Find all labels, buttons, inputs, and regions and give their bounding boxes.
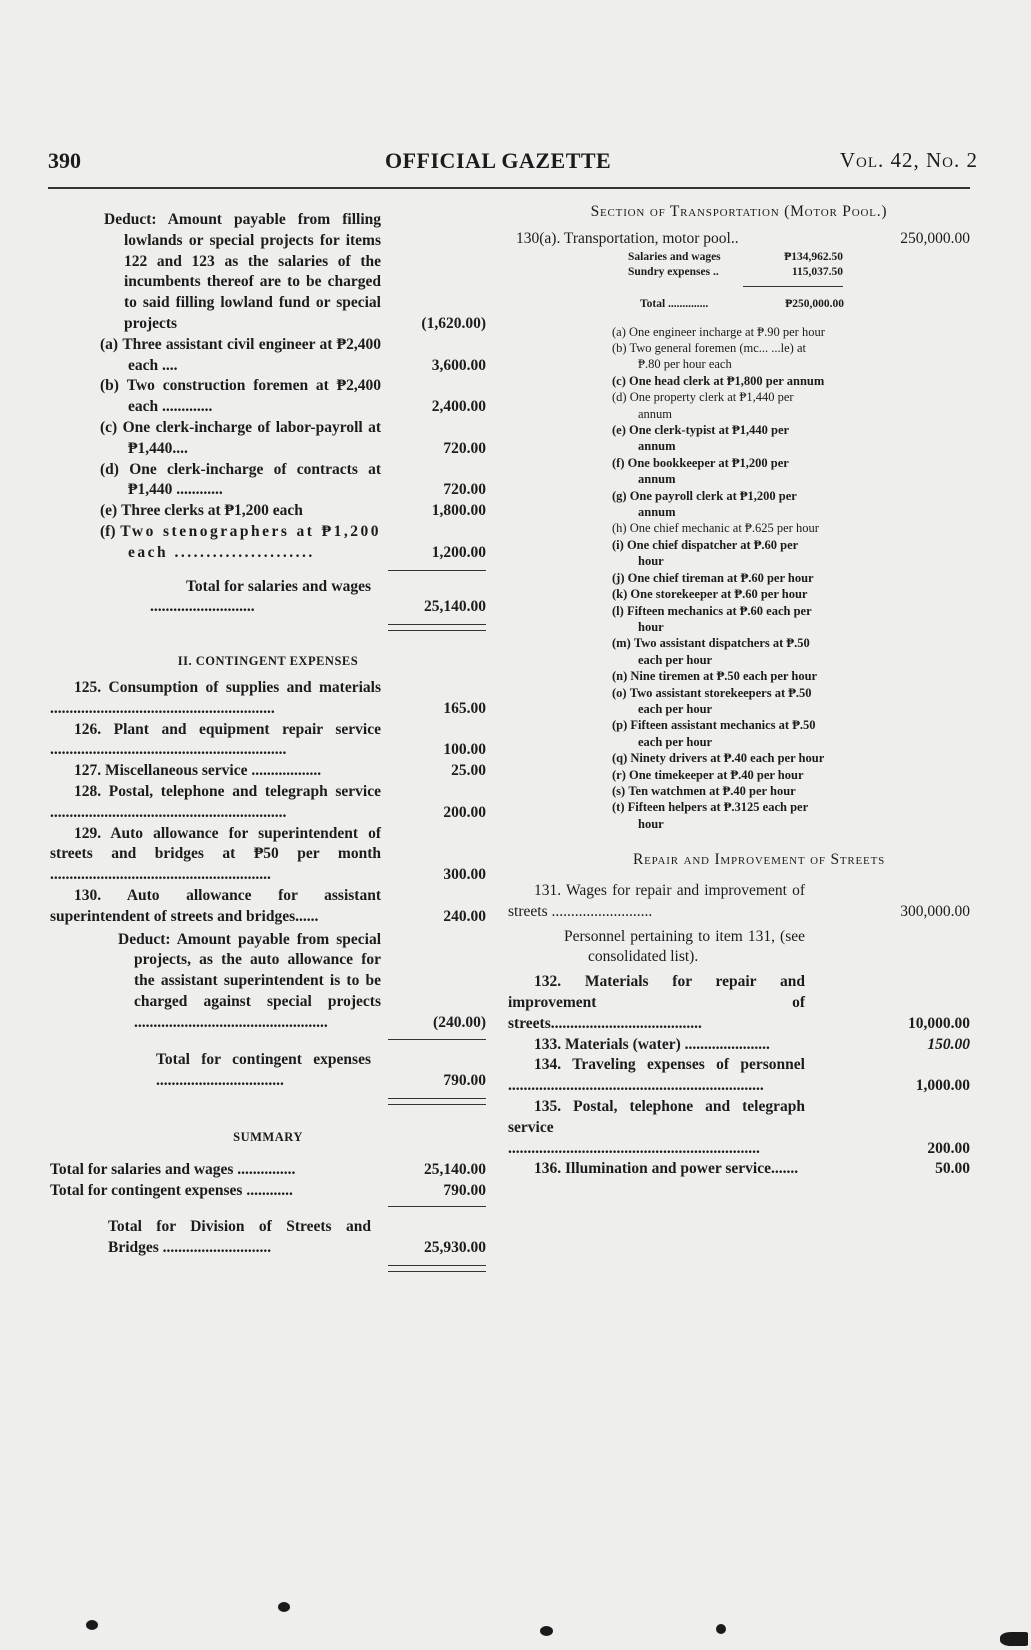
sub-item-amount: 1,200.00 — [431, 543, 486, 561]
subtotal-label: Sundry expenses .. — [628, 266, 719, 279]
sub-item-label: (c) — [100, 418, 118, 436]
sub-item — [50, 460, 486, 502]
personnel-item — [508, 603, 970, 636]
personnel-item — [508, 389, 970, 422]
double-rule — [388, 1098, 486, 1105]
deduct-auto-text: Deduct: Amount payable from special projects, as the auto allowance for the assistant superintendent is to be charged against special projects .................................................. — [118, 930, 381, 1031]
contingent-item-text: 128. Postal, telephone and telegraph service ............................................................. — [50, 782, 381, 821]
sub-item-text: One clerk-incharge of labor-payroll at ₱1,440.... — [122, 418, 381, 457]
total-salaries-entry — [50, 577, 486, 619]
subtotal-block — [508, 250, 970, 287]
item-130a — [508, 229, 970, 250]
contingent-item-text: 126. Plant and equipment repair service ............................................................. — [50, 720, 381, 759]
repair-item-amount: 200.00 — [927, 1139, 970, 1157]
salary-sub-items — [50, 335, 486, 564]
repair-heading: Repair and Improvement of Streets — [632, 851, 886, 869]
sub-item — [50, 376, 486, 418]
sub-item — [50, 335, 486, 377]
contingent-item-text: 129. Auto allowance for superintendent of streets and bridges at ₱50 per month ......................................................... — [50, 824, 381, 884]
personnel-text: One chief tireman at ₱.60 per hour — [627, 570, 814, 585]
personnel-label: (r) — [612, 767, 626, 782]
contingent-item-amount: 300.00 — [443, 866, 486, 884]
contingent-item-amount: 165.00 — [443, 699, 486, 717]
total-small-value: ₱250,000.00 — [785, 297, 844, 310]
sub-item-label: (a) — [100, 335, 119, 353]
subtotal-line — [628, 265, 843, 281]
summary-item — [50, 1181, 486, 1202]
sub-item-text: One clerk-incharge of contracts at ₱1,440 ............ — [128, 460, 381, 499]
summary-item — [50, 1160, 486, 1181]
summary-heading: SUMMARY — [233, 1130, 303, 1145]
contingent-item-text: 127. Miscellaneous service .................. — [74, 762, 322, 780]
total-small-line — [640, 297, 844, 312]
double-rule — [388, 1265, 486, 1272]
repair-item-text: 132. Materials for repair and improvement of streets....................................... — [508, 973, 805, 1032]
sub-item-label: (b) — [100, 377, 119, 395]
deduct-auto-amount: (240.00) — [433, 1013, 486, 1031]
total-contingent-text: Total for contingent expenses ................................. — [156, 1051, 371, 1090]
right-column — [508, 203, 970, 1180]
section-heading: Section of Transportation (Motor Pool.) — [590, 203, 888, 220]
summary-item-text: Total for contingent expenses ............ — [50, 1181, 293, 1199]
repair-item-amount: 150.00 — [927, 1035, 970, 1053]
total-division-text: Total for Division of Streets and Bridges ............................ — [108, 1218, 371, 1257]
personnel-note: Personnel pertaining to item 131, (see consolidated list). — [564, 927, 805, 966]
contingent-item-text: 130. Auto allowance for assistant superintendent of streets and bridges...... — [50, 886, 381, 925]
contingent-item-amount: 100.00 — [443, 741, 486, 759]
personnel-text: Ten watchmen at ₱.40 per hour — [628, 783, 796, 798]
personnel-label: (s) — [612, 783, 626, 798]
personnel-text: One head clerk at ₱1,800 per annum — [629, 373, 825, 388]
total-contingent-amount: 790.00 — [443, 1072, 486, 1090]
personnel-text: Two general foremen (mc... ...le) at ₱.80 per hour each — [629, 341, 806, 372]
personnel-item — [508, 373, 970, 389]
personnel-label: (j) — [612, 570, 625, 585]
personnel-item — [508, 685, 970, 718]
personnel-item — [508, 717, 970, 750]
personnel-item — [508, 783, 970, 799]
personnel-text: Fifteen assistant mechanics at ₱.50 each per hour — [630, 718, 816, 749]
repair-item-amount: 1,000.00 — [915, 1077, 970, 1095]
personnel-item — [508, 488, 970, 521]
rule — [743, 286, 843, 287]
total-small — [508, 297, 970, 312]
sub-item-label: (f) — [100, 522, 116, 540]
sub-item-amount: 720.00 — [443, 481, 486, 499]
sub-item-amount: 720.00 — [443, 439, 486, 457]
contingent-item — [50, 782, 486, 824]
rule — [388, 1206, 486, 1207]
double-rule — [388, 624, 486, 631]
personnel-item — [508, 570, 970, 586]
personnel-text: Ninety drivers at ₱.40 each per hour — [630, 751, 825, 766]
personnel-text: One storekeeper at ₱.60 per hour — [630, 587, 808, 602]
personnel-text: One payroll clerk at ₱1,200 per annum — [629, 488, 797, 520]
total-salaries-text: Total for salaries and wages ........................... — [150, 577, 371, 616]
left-column — [50, 210, 486, 1272]
repair-item — [508, 1055, 970, 1097]
personnel-label: (q) — [612, 751, 628, 766]
repair-item — [508, 1035, 970, 1056]
binding-mark — [86, 1620, 98, 1630]
personnel-item — [508, 799, 970, 832]
sub-item-label: (d) — [100, 460, 119, 478]
personnel-label: (c) — [612, 373, 626, 388]
rule — [388, 570, 486, 571]
contingent-item-amount: 200.00 — [443, 803, 486, 821]
summary-item-amount: 25,140.00 — [424, 1160, 486, 1178]
sub-item-text: Two construction foremen at ₱2,400 each ............. — [126, 377, 381, 416]
repair-item-text: 136. Illumination and power service....... — [534, 1160, 799, 1178]
personnel-item — [508, 455, 970, 488]
summary-item-amount: 790.00 — [443, 1181, 486, 1199]
personnel-text: One bookkeeper at ₱1,200 per annum — [627, 455, 789, 487]
summary-item-text: Total for salaries and wages ............... — [50, 1160, 296, 1178]
deduct-auto-entry — [50, 930, 486, 1034]
sub-item-label: (e) — [100, 502, 118, 520]
item-130a-amount: 250,000.00 — [900, 229, 970, 247]
repair-item-text: 135. Postal, telephone and telegraph service ................................................................. — [508, 1097, 805, 1157]
personnel-label: (i) — [612, 537, 624, 552]
binding-mark — [1000, 1632, 1028, 1646]
personnel-label: (g) — [612, 488, 627, 503]
contingent-item — [50, 824, 486, 886]
sub-item-amount: 2,400.00 — [431, 398, 486, 416]
deduct-filling-text: Deduct: Amount payable from filling lowlands or special projects for items 122 and 123 as the salaries of the incumbents thereof are to be charged to said filling lowland fund or special projects — [104, 211, 381, 332]
binding-mark — [540, 1626, 553, 1636]
binding-mark — [716, 1624, 726, 1634]
volume-issue: Vol. 42, No. 2 — [839, 148, 978, 172]
sub-item-amount: 1,800.00 — [431, 502, 486, 520]
personnel-label: (h) — [612, 521, 627, 536]
repair-item-amount: 10,000.00 — [908, 1014, 970, 1032]
contingent-item — [50, 886, 486, 928]
personnel-label: (n) — [612, 669, 628, 684]
personnel-text: One chief dispatcher at ₱.60 per hour — [626, 537, 798, 569]
personnel-label: (m) — [612, 636, 631, 651]
binding-mark — [278, 1602, 290, 1612]
repair-item-amount: 50.00 — [935, 1160, 970, 1178]
personnel-text: Nine tiremen at ₱.50 each per hour — [630, 669, 818, 684]
item-131-amount: 300,000.00 — [900, 902, 970, 920]
sub-item — [50, 522, 486, 564]
repair-items — [508, 972, 970, 1180]
subtotal-value: ₱134,962.50 — [784, 250, 843, 263]
personnel-label: (t) — [612, 800, 625, 815]
total-salaries-amount: 25,140.00 — [424, 598, 486, 616]
personnel-list — [508, 324, 970, 833]
repair-item — [508, 972, 970, 1034]
personnel-label: (a) — [612, 324, 626, 339]
total-contingent-entry — [50, 1050, 486, 1092]
total-division-entry — [50, 1217, 486, 1259]
personnel-label: (f) — [612, 455, 625, 470]
personnel-text: Fifteen helpers at ₱.3125 each per hour — [627, 800, 808, 831]
total-small-label: Total .............. — [640, 297, 709, 310]
contingent-item-amount: 25.00 — [451, 762, 486, 780]
sub-item — [50, 501, 486, 522]
contingent-item-amount: 240.00 — [443, 907, 486, 925]
personnel-label: (k) — [612, 587, 628, 602]
personnel-item — [508, 635, 970, 668]
deduct-filling-amount: (1,620.00) — [421, 314, 486, 332]
contingent-item — [50, 761, 486, 782]
repair-item-text: 133. Materials (water) ...................... — [534, 1035, 770, 1053]
personnel-item — [508, 422, 970, 455]
repair-item — [508, 1159, 970, 1180]
subtotal-value: 115,037.50 — [791, 266, 843, 279]
contingent-item — [50, 678, 486, 720]
contingent-item-text: 125. Consumption of supplies and materials .......................................................... — [50, 678, 381, 717]
page-number: 390 — [48, 148, 81, 173]
repair-item-text: 134. Traveling expenses of personnel .................................................................. — [508, 1056, 805, 1095]
sub-item-text: Three assistant civil engineer at ₱2,400 each .... — [122, 335, 381, 374]
personnel-item — [508, 324, 970, 340]
item-131-text: 131. Wages for repair and improvement of streets .......................... — [508, 881, 805, 920]
page-header — [48, 148, 978, 182]
sub-item-text: Three clerks at ₱1,200 each — [121, 502, 303, 520]
item-130a-text: 130(a). Transportation, motor pool.. — [516, 229, 739, 247]
publication-title: OFFICIAL GAZETTE — [385, 148, 612, 173]
personnel-text: One property clerk at ₱1,440 per annum — [629, 390, 794, 421]
personnel-text: One engineer incharge at ₱.90 per hour — [629, 324, 825, 339]
personnel-label: (e) — [612, 423, 626, 438]
personnel-item — [508, 668, 970, 684]
personnel-item — [508, 520, 970, 536]
personnel-label: (l) — [612, 603, 624, 618]
repair-item — [508, 1097, 970, 1159]
header-rule — [48, 187, 970, 189]
personnel-text: Two assistant dispatchers at ₱.50 each per hour — [633, 636, 810, 667]
personnel-label: (p) — [612, 718, 628, 733]
personnel-label: (b) — [612, 341, 627, 355]
sub-item — [50, 418, 486, 460]
personnel-item — [508, 340, 970, 373]
subtotal-label: Salaries and wages — [628, 250, 721, 263]
personnel-text: One timekeeper at ₱.40 per hour — [629, 767, 804, 782]
rule — [388, 1039, 486, 1040]
personnel-item — [508, 750, 970, 766]
sub-item-amount: 3,600.00 — [431, 356, 486, 374]
total-division-amount: 25,930.00 — [424, 1239, 486, 1257]
contingent-item — [50, 720, 486, 762]
personnel-text: Fifteen mechanics at ₱.60 each per hour — [626, 603, 812, 634]
contingent-heading: II. CONTINGENT EXPENSES — [177, 654, 359, 669]
sub-item-text: Two stenographers at ₱1,200 each ...................... — [120, 522, 381, 561]
personnel-item — [508, 767, 970, 783]
personnel-text: One chief mechanic at ₱.625 per hour — [629, 521, 819, 536]
deduct-filling-entry — [50, 210, 486, 335]
contingent-items — [50, 678, 486, 928]
personnel-item — [508, 586, 970, 602]
personnel-text: Two assistant storekeepers at ₱.50 each per hour — [629, 685, 812, 716]
subtotal-line — [628, 250, 843, 266]
personnel-label: (o) — [612, 685, 627, 700]
personnel-label: (d) — [612, 390, 627, 405]
personnel-text: One clerk-typist at ₱1,440 per annum — [629, 423, 789, 454]
item-131 — [508, 881, 970, 923]
personnel-item — [508, 537, 970, 570]
